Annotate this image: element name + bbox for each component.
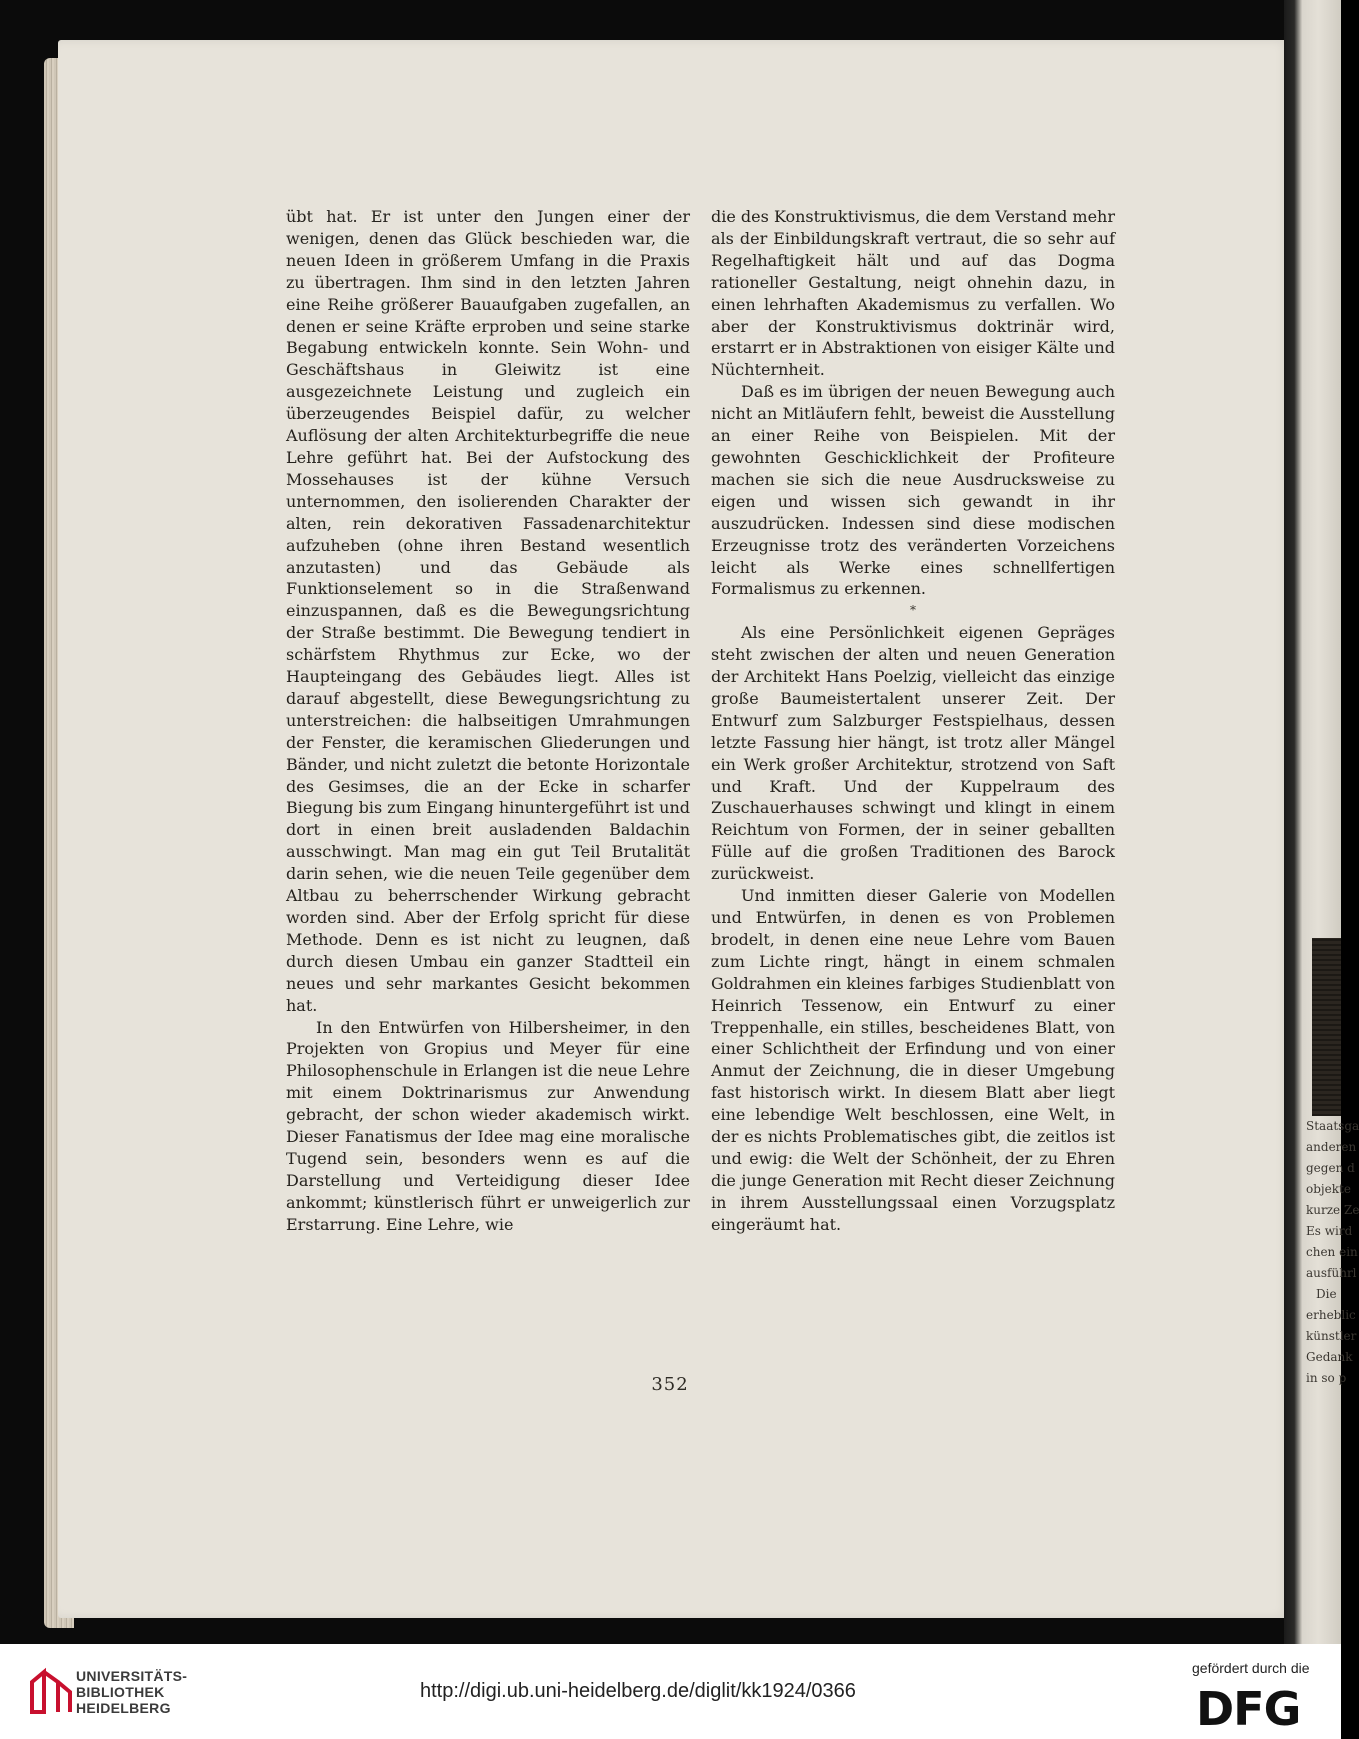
- neighbor-line: erheblic: [1306, 1308, 1356, 1322]
- neighbor-page-text: [1306, 1116, 1359, 1396]
- neighbor-line: anderen: [1306, 1140, 1357, 1154]
- next-page-edge: [1284, 0, 1359, 1644]
- dfg-logo: DFG: [1196, 1682, 1301, 1736]
- library-name-line: BIBLIOTHEK: [76, 1684, 165, 1700]
- neighbor-line: gegen d: [1306, 1161, 1355, 1175]
- library-logo-icon: [28, 1668, 74, 1718]
- paragraph: Als eine Persönlichkeit eigenen Gepräges steht zwischen der alten und neuen Generation der Architekt Hans Poelzig, vielleicht das einzige große Baumeistertalent unserer Zeit. Der Entwurf zum Salzburger Festspielhaus, dessen letzte Fassung hier hängt, ist trotz aller Mängel ein Werk großer Architektur, strotzend von Saft und Kraft. Und der Kuppelraum des Zuschauerhauses schwingt und klingt in einem Reichtum von Formen, der in seiner geballten Fülle auf die großen Traditionen des Barock zurückweist.: [711, 623, 1115, 884]
- paragraph: Und inmitten dieser Galerie von Modellen und Entwürfen, in denen es von Problemen brodelt, in denen eine neue Lehre vom Bauen zum Lichte ringt, hängt in einem schmalen Goldrahmen ein kleines farbiges Studienblatt von Heinrich Tessenow, ein Entwurf zu einer Treppenhalle, ein stilles, bescheidenes Blatt, von einer Schlichtheit der Erfindung und von einer Anmut der Zeichnung, die in dieser Umgebung fast historisch wirkt. In diesem Blatt aber liegt eine lebendige Welt beschlossen, eine Welt, in der es nichts Problematisches gibt, die zeitlos ist und ewig: die Welt der Schönheit, der zu Ehren die junge Generation mit Recht dieser Zeichnung in ihrem Ausstellungssaal einen Vorzugsplatz eingeräumt hat.: [711, 886, 1115, 1234]
- neighbor-line: Staatsga: [1306, 1119, 1359, 1133]
- permalink-url[interactable]: http://digi.ub.uni-heidelberg.de/diglit/kk1924/0366: [420, 1680, 856, 1702]
- paragraph: Daß es im übrigen der neuen Bewegung auch nicht an Mitläufern fehlt, beweist die Ausstellung an einer Reihe von Beispielen. Mit der gewohnten Geschicklichkeit der Profiteure machen sie sich die neue Ausdrucksweise zu eigen und wissen sich gewandt in ihr auszudrücken. Indessen sind diese modischen Erzeugnisse trotz des veränderten Vorzeichens leicht als Werke eines schnellfertigen Formalismus zu erkennen.: [711, 382, 1115, 599]
- neighbor-line: Gedank: [1306, 1350, 1353, 1364]
- neighbor-line: Die: [1316, 1287, 1337, 1301]
- neighbor-line: ausführl: [1306, 1266, 1357, 1280]
- page-number: 352: [651, 1374, 689, 1395]
- neighbor-line: chen ein: [1306, 1245, 1358, 1259]
- right-text-column: [711, 206, 1115, 1236]
- paragraph: die des Konstruktivismus, die dem Verstand mehr als der Einbildungskraft vertraut, die so sehr auf Regelhaftigkeit hält und auf das Dogma rationeller Gestaltung, neigt ohnehin dazu, in einen lehrhaften Akademismus zu verfallen. Wo aber der Konstruktivismus doktrinär wird, erstarrt er in Abstraktionen von eisiger Kälte und Nüchternheit.: [711, 207, 1115, 380]
- neighbor-page-image: [1312, 938, 1341, 1116]
- viewer-footer: [0, 1644, 1341, 1739]
- neighbor-line: künstler: [1306, 1329, 1357, 1343]
- paragraph: In den Entwürfen von Hilbersheimer, in den Projekten von Gropius und Meyer für eine Philosophenschule in Erlangen ist die neue Lehre mit einem Doktrinarismus zur Anwendung gebracht, der schon wieder akademisch wirkt. Dieser Fanatismus der Idee mag eine moralische Tugend sein, besonders wenn es auf die Darstellung und Verteidigung dieser Idee ankommt; künstlerisch führt er unweigerlich zur Erstarrung. Eine Lehre, wie: [286, 1017, 690, 1234]
- neighbor-line: kurze Ze: [1306, 1203, 1359, 1217]
- library-name: [76, 1668, 187, 1716]
- neighbor-line: Es wird: [1306, 1224, 1353, 1238]
- paragraph: übt hat. Er ist unter den Jungen einer der wenigen, denen das Glück beschieden war, die neuen Ideen in größerem Umfang in die Praxis zu übertragen. Ihm sind in den letzten Jahren eine Reihe größerer Bauaufgaben zugefallen, an denen er seine Kräfte erproben und seine starke Begabung entwickeln konnte. Sein Wohn- und Geschäftshaus in Gleiwitz ist eine ausgezeichnete Leistung und zugleich ein überzeugendes Beispiel dafür, zu welcher Auflösung der alten Architekturbegriffe die neue Lehre geführt hat. Bei der Aufstockung des Mossehauses ist der kühne Versuch unternommen, den isolierenden Charakter der alten, rein dekorativen Fassadenarchitektur aufzuheben (ohne ihren Bestand wesentlich anzutasten) und das Gebäude als Funktionselement so in die Straßenwand einzuspannen, daß es die Bewegungsrichtung der Straße bestimmt. Die Bewegung tendiert in schärfstem Rhythmus zur Ecke, wo der Haupteingang des Gebäudes liegt. Alles ist darauf abgestellt, diese Bewegungsrichtung zu unterstreichen: die halbseitigen Umrahmungen der Fenster, die keramischen Gliederungen und Bänder, und nicht zuletzt die betonte Horizontale des Gesimses, die an der Ecke in scharfer Biegung bis zum Eingang hinuntergeführt ist und dort in einen breit ausladenden Baldachin ausschwingt. Man mag ein gut Teil Brutalität darin sehen, wie die neuen Teile gegenüber dem Altbau zu beherrschender Wirkung gebracht worden sind. Aber der Erfolg spricht für diese Methode. Denn es ist nicht zu leugnen, daß durch diesen Umbau ein ganzer Stadtteil ein neues und sehr markantes Gesicht bekommen hat.: [286, 207, 690, 1015]
- library-name-line: HEIDELBERG: [76, 1700, 171, 1716]
- funding-label: gefördert durch die: [1192, 1660, 1310, 1676]
- neighbor-line: objekte: [1306, 1182, 1351, 1196]
- neighbor-line: in so p: [1306, 1371, 1347, 1385]
- section-divider: *: [910, 603, 916, 618]
- library-name-line: UNIVERSITÄTS-: [76, 1668, 188, 1684]
- left-text-column: [286, 206, 690, 1236]
